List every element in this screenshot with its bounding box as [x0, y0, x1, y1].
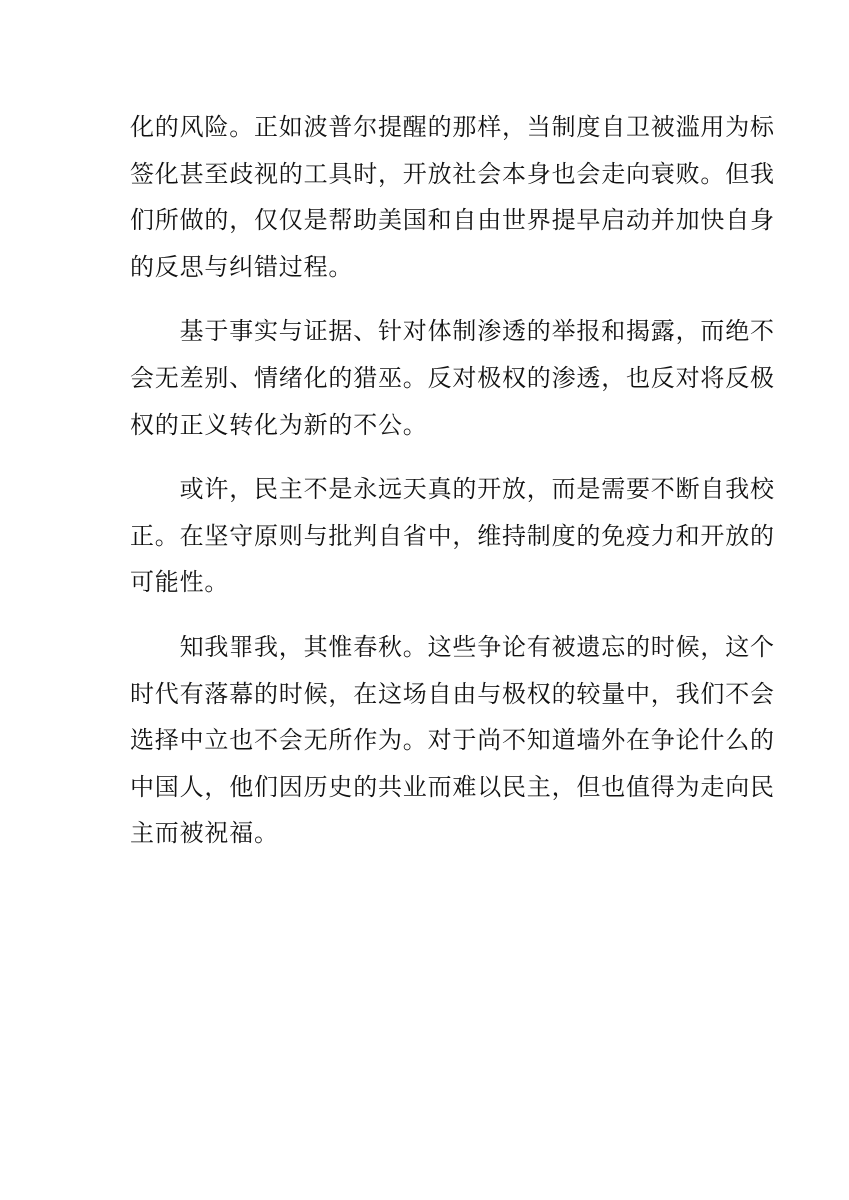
paragraph-line: 可能性。: [130, 568, 230, 597]
paragraph-line: 们所做的，仅仅是帮助美国和自由世界提早启动并加快自身: [130, 206, 775, 235]
paragraph-3: [130, 466, 775, 606]
paragraph-1: [130, 104, 775, 290]
paragraph-line: 正。在坚守原则与批判自省中，维持制度的免疫力和开放的: [130, 521, 775, 550]
paragraph-4: [130, 624, 775, 857]
paragraph-line: 中国人，他们因历史的共业而难以民主，但也值得为走向民: [130, 772, 775, 801]
paragraph-line: 基于事实与证据、针对体制渗透的举报和揭露，而绝不: [130, 317, 775, 346]
paragraph-2: [130, 308, 775, 448]
paragraph-line: 签化甚至歧视的工具时，开放社会本身也会走向衰败。但我: [130, 159, 775, 188]
paragraph-line: 时代有落幕的时候，在这场自由与极权的较量中，我们不会: [130, 679, 775, 708]
paragraph-line: 权的正义转化为新的不公。: [130, 410, 428, 439]
paragraph-line: 选择中立也不会无所作为。对于尚不知道墙外在争论什么的: [130, 726, 775, 755]
paragraph-line: 知我罪我，其惟春秋。这些争论有被遗忘的时候，这个: [130, 632, 775, 661]
paragraph-line: 主而被祝福。: [130, 819, 279, 848]
paragraph-line: 的反思与纠错过程。: [130, 252, 354, 281]
paragraph-line: 或许，民主不是永远天真的开放，而是需要不断自我校: [130, 475, 775, 504]
paragraph-line: 会无差别、情绪化的猎巫。反对极权的渗透，也反对将反极: [130, 363, 775, 392]
paragraph-line: 化的风险。正如波普尔提醒的那样，当制度自卫被滥用为标: [130, 113, 775, 141]
document-body: [130, 104, 775, 875]
